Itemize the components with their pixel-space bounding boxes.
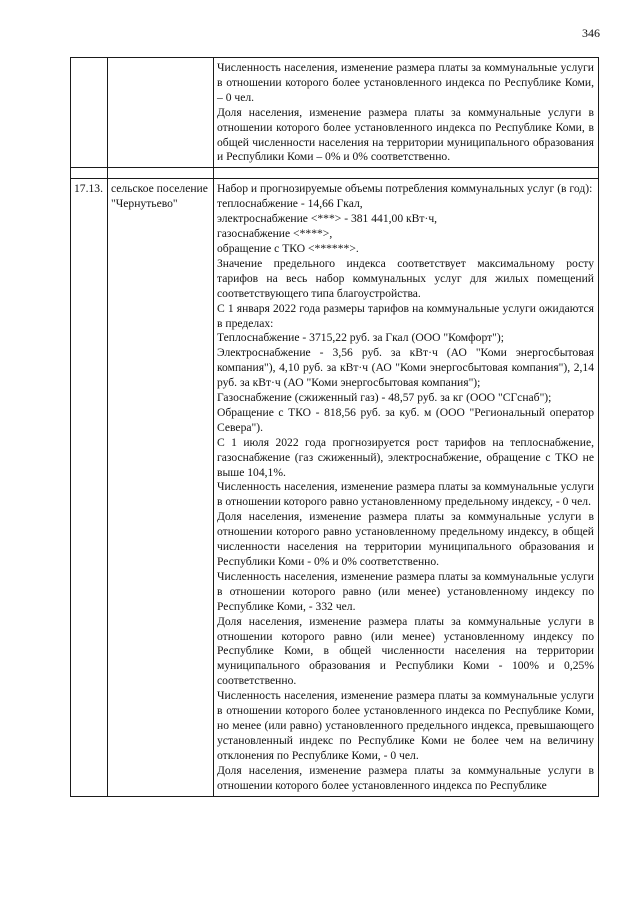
page-number: 346: [582, 26, 600, 40]
paragraph: Значение предельного индекса соответствует максимальному росту тарифов на весь набор коммунальных услуг для жилых помещений соответствующего типа благоустройства.: [217, 256, 594, 300]
paragraph: Доля населения, изменение размера платы за коммунальные услуги в отношении которого более установленного индекса по Республике: [217, 763, 594, 792]
paragraph: Численность населения, изменение размера платы за коммунальные услуги в отношении которого равно установленному предельному индексу, - 0 чел.: [217, 480, 594, 509]
paragraph: Доля населения, изменение размера платы за коммунальные услуги в отношении которого более установленного индекса по Республике Коми, в общей численности населения на территории муниципального образования и Республики Коми – 0% и 0% соответственно.: [217, 105, 594, 164]
row-number-cell: 17.13.: [71, 179, 108, 796]
table-row-continued: [71, 58, 599, 168]
tariff-table: [70, 57, 599, 797]
paragraph: обращение с ТКО <******>.: [217, 241, 359, 255]
paragraph: Доля населения, изменение размера платы за коммунальные услуги в отношении которого равно установленному предельному индексу, в общей численности населения на территории муниципального образования и Республики Коми - 0% и 0% соответственно.: [217, 510, 594, 568]
table-row-spacer: [71, 168, 599, 179]
paragraph: Численность населения, изменение размера платы за коммунальные услуги в отношении которого более установленного индекса по Республике Коми, но менее (или равно) установленного предельного индекса, превышающего установленный индекс по Республике Коми не более чем на величину отклонения по Республике Коми, - 0 чел.: [217, 689, 594, 762]
municipality-name-cell: сельское поселение "Чернутьево": [108, 179, 214, 796]
row-number-cell: [71, 58, 108, 168]
paragraph: Газоснабжение (сжиженный газ) - 48,57 руб. за кг (ООО "СГснаб");: [217, 391, 552, 405]
paragraph: Численность населения, изменение размера платы за коммунальные услуги в отношении которого равно (или менее) установленному индексу по Республике Коми, - 332 чел.: [217, 569, 594, 613]
paragraph: Электроснабжение - 3,56 руб. за кВт·ч (АО "Коми энергосбытовая компания"), 4,10 руб. за кВт·ч (АО "Коми энергосбытовая компания"), 2,14 руб. за кВт·ч (АО "Коми энергосбытовая компания");: [217, 346, 594, 390]
paragraph: газоснабжение <****>,: [217, 227, 333, 241]
paragraph: Обращение с ТКО - 818,56 руб. за куб. м (ООО "Региональный оператор Севера").: [217, 405, 594, 434]
paragraph: Численность населения, изменение размера платы за коммунальные услуги в отношении которого более установленного индекса по Республике Коми, – 0 чел.: [217, 61, 594, 104]
paragraph: Теплоснабжение - 3715,22 руб. за Гкал (ООО "Комфорт");: [217, 331, 504, 345]
municipality-name-cell: [108, 58, 214, 168]
paragraph: Набор и прогнозируемые объемы потребления коммунальных услуг (в год):: [217, 182, 593, 196]
paragraph: теплоснабжение - 14,66 Гкал,: [217, 197, 363, 211]
paragraph: С 1 января 2022 года размеры тарифов на коммунальные услуги ожидаются в пределах:: [217, 301, 594, 330]
paragraph: С 1 июля 2022 года прогнозируется рост тарифов на теплоснабжение, газоснабжение (газ сжиженный), электроснабжение, обращение с ТКО не выше 104,1%.: [217, 435, 594, 479]
details-cell: [214, 58, 599, 168]
paragraph: электроснабжение <***> - 381 441,00 кВт·ч,: [217, 212, 438, 226]
details-cell: [214, 179, 599, 796]
table-row: [71, 179, 599, 796]
paragraph: Доля населения, изменение размера платы за коммунальные услуги в отношении которого равно (или менее) установленному индексу по Республике Коми, в общей численности населения на территории муниципального образования и Республики Коми - 100% и 0,25% соответственно.: [217, 614, 594, 688]
